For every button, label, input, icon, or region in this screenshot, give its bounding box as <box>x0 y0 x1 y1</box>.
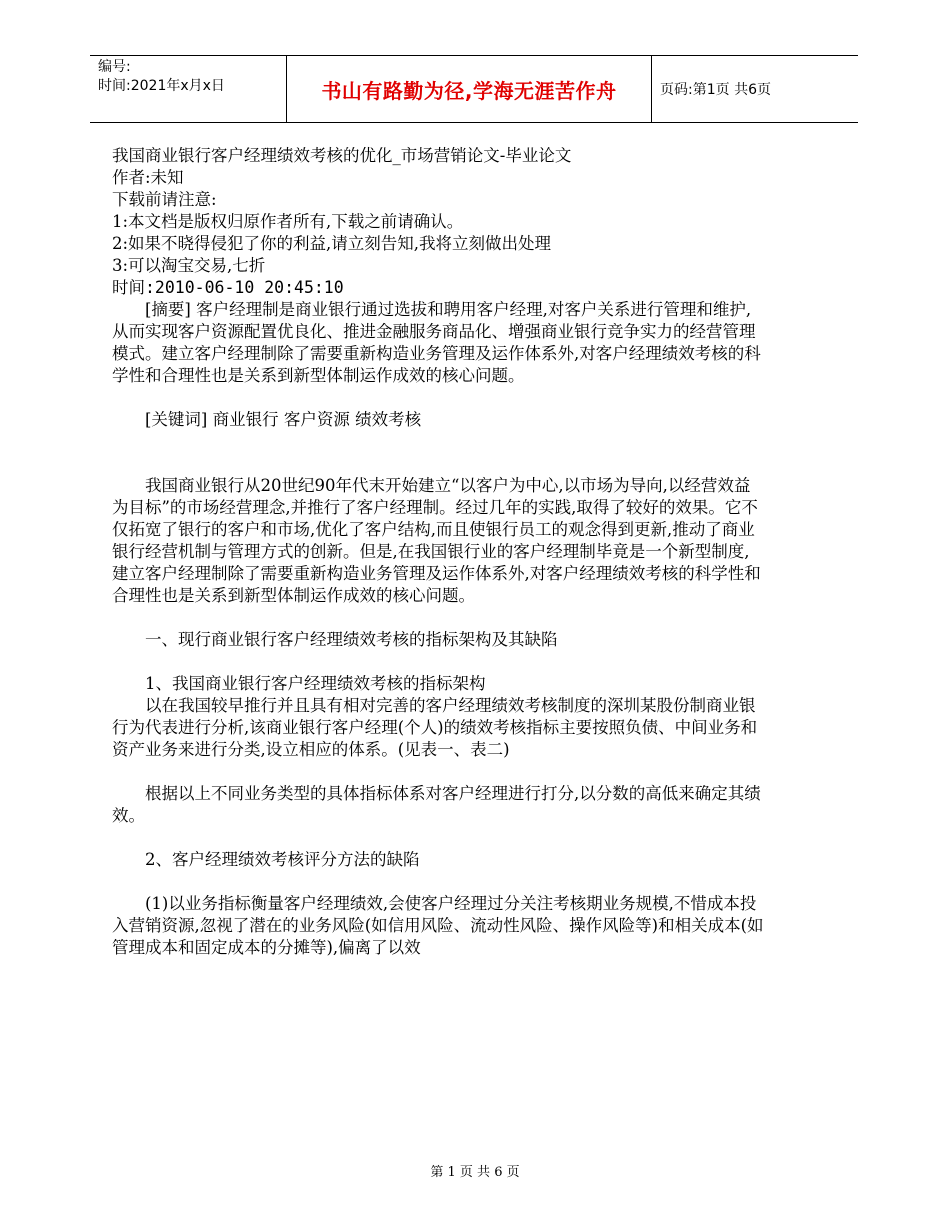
notice-item-3: 3:可以淘宝交易,七折 <box>112 256 266 275</box>
body-paragraph-4: (1)以业务指标衡量客户经理绩效,会使客户经理过分关注考核期业务规模,不惜成本投入营销资源,忽视了潜在的业务风险(如信用风险、流动性风险、操作风险等)和相关成本(如管理成本和固定成本的分摊等),偏离了以效 <box>112 894 764 957</box>
number-label: 编号: <box>98 59 131 75</box>
article-author: 作者:未知 <box>112 168 184 187</box>
document-body <box>112 145 764 959</box>
article-title: 我国商业银行客户经理绩效考核的优化_市场营销论文-毕业论文 <box>112 146 572 165</box>
document-header <box>90 55 858 123</box>
notice-item-1: 1:本文档是版权归原作者所有,下载之前请确认。 <box>112 212 464 231</box>
page-footer: 第 1 页 共 6 页 <box>430 1165 520 1180</box>
keywords-line: [关键词] 商业银行 客户资源 绩效考核 <box>145 410 422 429</box>
download-notice: 下载前请注意: <box>112 190 217 209</box>
header-motto-cell <box>286 56 652 122</box>
body-paragraph-2: 以在我国较早推行并且具有相对完善的客户经理绩效考核制度的深圳某股份制商业银行为代表进行分析,该商业银行客户经理(个人)的绩效考核指标主要按照负债、中间业务和资产业务来进行分类,设立相应的体系。(见表一、表二) <box>112 696 758 759</box>
section-heading-1: 一、现行商业银行客户经理绩效考核的指标架构及其缺陷 <box>145 630 558 649</box>
time-label: 时间:2021年x月x日 <box>98 78 225 94</box>
motto-text: 书山有路勤为径,学海无涯苦作舟 <box>321 78 617 103</box>
header-meta <box>98 58 225 96</box>
notice-item-2: 2:如果不晓得侵犯了你的利益,请立刻告知,我将立刻做出处理 <box>112 234 552 253</box>
intro-paragraph: 我国商业银行从20世纪90年代末开始建立“以客户为中心,以市场为导向,以经营效益为目标”的市场经营理念,并推行了客户经理制。经过几年的实践,取得了较好的效果。它不仅拓宽了银行的客户和市场,优化了客户结构,而且使银行员工的观念得到更新,推动了商业银行经营机制与管理方式的创新。但是,在我国银行业的客户经理制毕竟是一个新型制度,建立客户经理制除了需要重新构造业务管理及运作体系外,对客户经理绩效考核的科学性和合理性也是关系到新型体制运作成效的核心问题。 <box>112 476 761 605</box>
header-page-info <box>660 56 771 122</box>
page-info-text: 页码:第1页 共6页 <box>660 82 771 98</box>
subsection-heading-2: 2、客户经理绩效考核评分方法的缺陷 <box>145 850 420 869</box>
article-time: 时间:2010-06-10 20:45:10 <box>112 278 344 297</box>
subsection-heading-1: 1、我国商业银行客户经理绩效考核的指标架构 <box>145 674 486 693</box>
body-paragraph-3: 根据以上不同业务类型的具体指标体系对客户经理进行打分,以分数的高低来确定其绩效。 <box>112 784 761 825</box>
abstract-paragraph: [摘要] 客户经理制是商业银行通过选拔和聘用客户经理,对客户关系进行管理和维护,从而实现客户资源配置优良化、推进金融服务商品化、增强商业银行竞争实力的经营管理模式。建立客户经理制除了需要重新构造业务管理及运作体系外,对客户经理绩效考核的科学性和合理性也是关系到新型体制运作成效的核心问题。 <box>112 300 761 385</box>
